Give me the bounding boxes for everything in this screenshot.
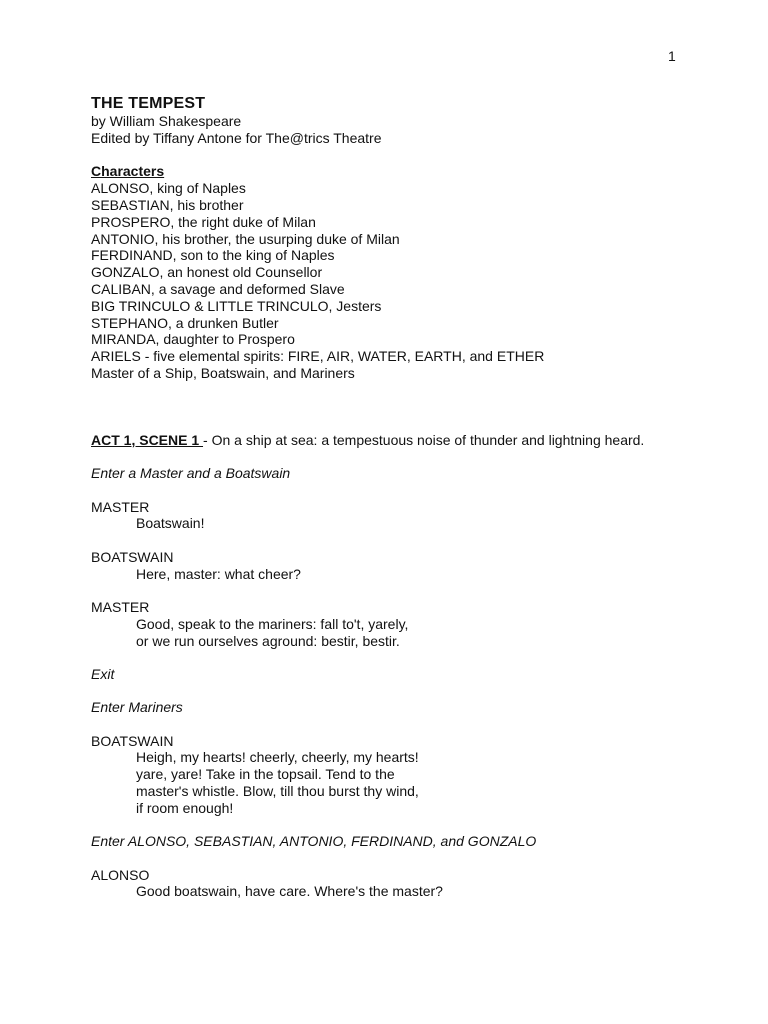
character-list xyxy=(91,180,731,382)
character-item: FERDINAND, son to the king of Naples xyxy=(91,247,335,264)
speaker-name: ALONSO xyxy=(91,866,150,883)
character-item: SEBASTIAN, his brother xyxy=(91,196,244,213)
play-title: THE TEMPEST xyxy=(91,95,206,112)
stage-direction: Enter a Master and a Boatswain xyxy=(91,465,291,482)
speech-block xyxy=(91,499,731,533)
character-item: CALIBAN, a savage and deformed Slave xyxy=(91,280,345,297)
speech-block xyxy=(91,549,731,583)
speech-line: Boatswain! xyxy=(136,515,205,532)
page-number: 1 xyxy=(668,48,676,64)
scene-heading-line xyxy=(91,432,731,449)
speaker-name: MASTER xyxy=(91,598,150,615)
stage-direction: Exit xyxy=(91,665,115,682)
speaker-name: BOATSWAIN xyxy=(91,548,174,565)
character-item: STEPHANO, a drunken Butler xyxy=(91,314,279,331)
speech-line: Good boatswain, have care. Where's the master? xyxy=(136,883,443,900)
character-item: MIRANDA, daughter to Prospero xyxy=(91,331,295,348)
characters-heading: Characters xyxy=(91,163,165,180)
speech-block xyxy=(91,599,731,649)
character-item: ANTONIO, his brother, the usurping duke of Milan xyxy=(91,230,400,247)
stage-direction: Enter ALONSO, SEBASTIAN, ANTONIO, FERDINAND, and GONZALO xyxy=(91,833,537,850)
stage-direction: Enter Mariners xyxy=(91,699,183,716)
speaker-name: MASTER xyxy=(91,498,150,515)
speech-line: Here, master: what cheer? xyxy=(136,565,301,582)
speech-line: if room enough! xyxy=(136,799,234,816)
speech-line: Heigh, my hearts! cheerly, cheerly, my hearts! xyxy=(136,749,419,766)
speaker-name: BOATSWAIN xyxy=(91,732,174,749)
character-item: BIG TRINCULO & LITTLE TRINCULO, Jesters xyxy=(91,297,382,314)
character-item: GONZALO, an honest old Counsellor xyxy=(91,264,323,281)
character-item: ALONSO, king of Naples xyxy=(91,180,246,197)
speech-block xyxy=(91,867,731,901)
author-line: by William Shakespeare xyxy=(91,113,242,129)
scene-heading: ACT 1, SCENE 1 xyxy=(91,431,204,448)
speech-line: master's whistle. Blow, till thou burst thy wind, xyxy=(136,783,419,800)
scene-setting: - On a ship at sea: a tempestuous noise of thunder and lightning heard. xyxy=(203,431,645,448)
speech-line: yare, yare! Take in the topsail. Tend to the xyxy=(136,766,395,783)
character-item: PROSPERO, the right duke of Milan xyxy=(91,213,316,230)
document-body xyxy=(91,95,731,900)
speech-line: Good, speak to the mariners: fall to't, yarely, xyxy=(136,615,409,632)
editor-line: Edited by Tiffany Antone for The@trics Theatre xyxy=(91,129,382,146)
character-item: ARIELS - five elemental spirits: FIRE, AIR, WATER, EARTH, and ETHER xyxy=(91,348,545,365)
speech-block xyxy=(91,733,731,817)
character-item: Master of a Ship, Boatswain, and Mariners xyxy=(91,364,355,381)
speech-line: or we run ourselves aground: bestir, bestir. xyxy=(136,632,400,649)
